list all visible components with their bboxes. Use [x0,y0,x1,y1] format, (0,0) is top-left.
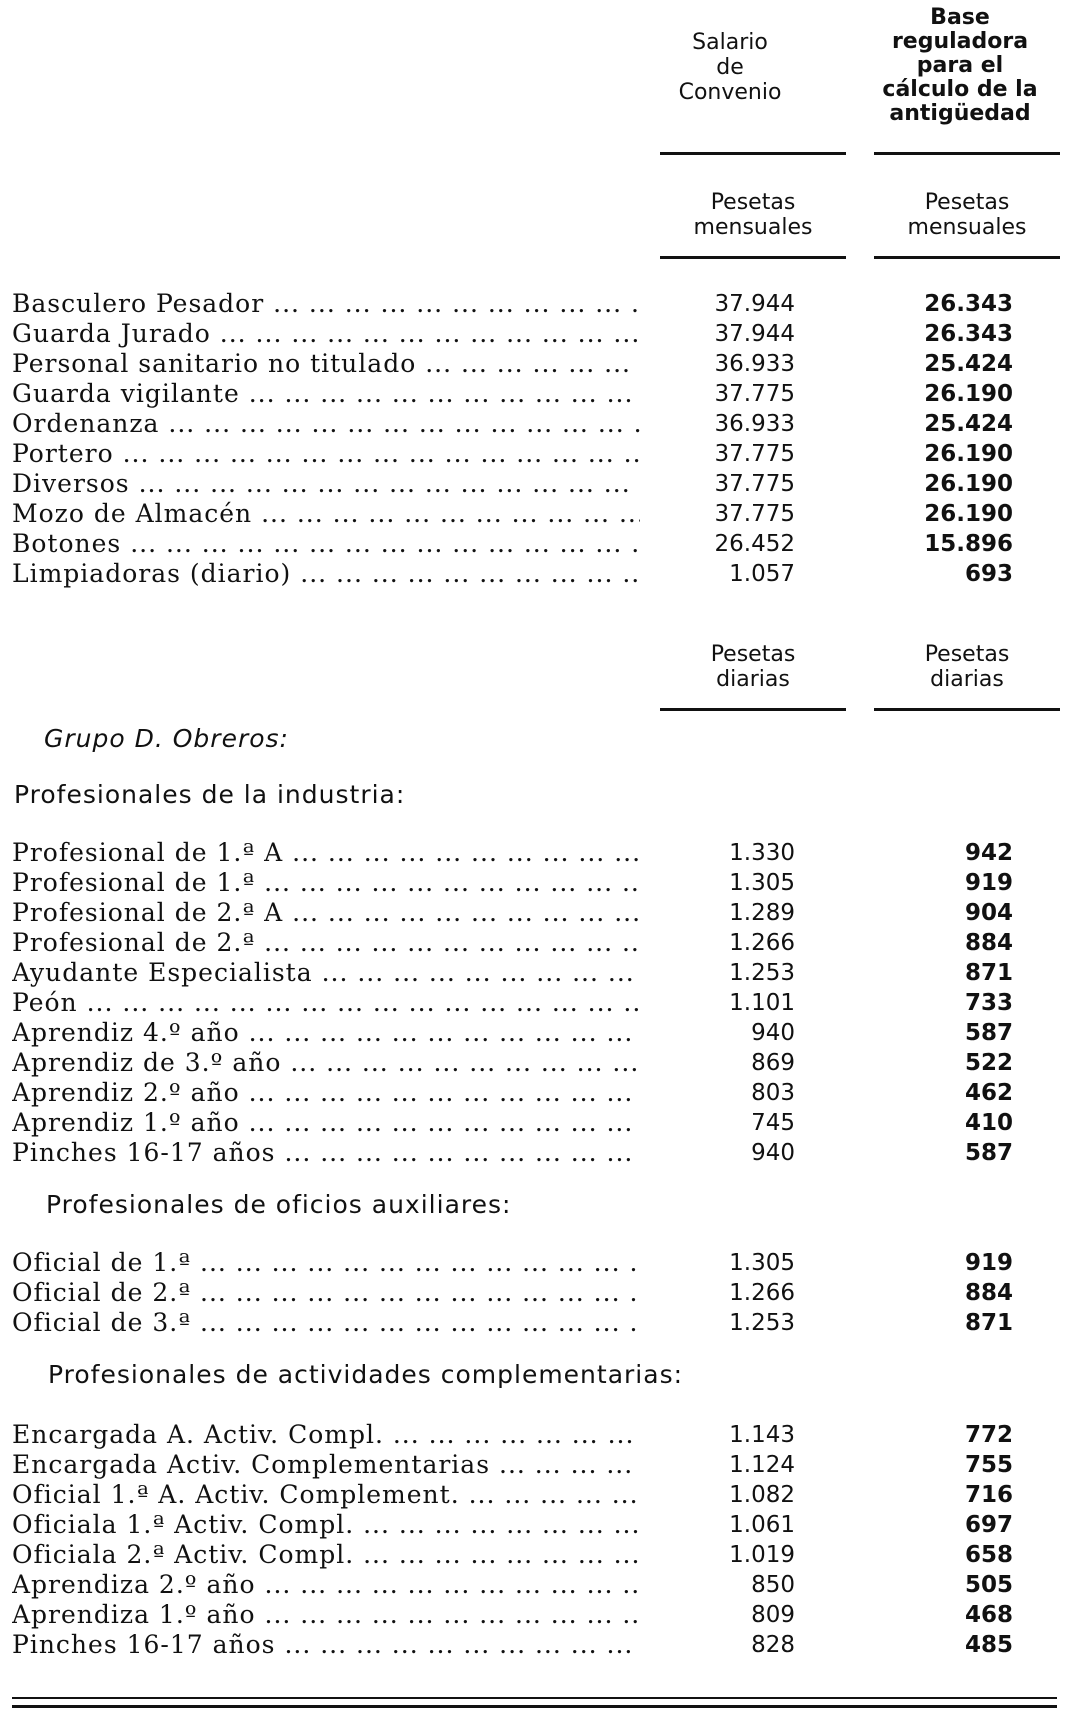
section-heading-complementarias: Profesionales de actividades complementarias: [48,1360,684,1389]
base-value: 884 [964,930,1013,956]
row-label: Aprendiza 2.º año ... . [12,1570,640,1600]
group-title: Grupo D. Obreros: [44,724,289,753]
table-row [0,928,1067,958]
salario-value: 36.933 [714,411,795,437]
table-row [0,958,1067,988]
salario-value: 1.305 [729,870,795,896]
col-salario-title-line: de [716,55,744,80]
row-label: Limpiadoras (diario) ... . [12,559,640,589]
base-value: 26.343 [924,321,1013,347]
units-line: Pesetas [710,642,796,667]
base-value: 485 [964,1632,1013,1658]
col-base-title-line: antigüedad [889,101,1031,126]
table-row [0,1048,1067,1078]
base-value: 468 [964,1602,1013,1628]
base-value: 733 [964,990,1013,1016]
units-daily-col1 [660,642,846,692]
base-value: 587 [964,1140,1013,1166]
table-row [0,439,1067,469]
base-value: 26.190 [924,381,1013,407]
row-label: Oficial de 2.ª ... . [12,1278,640,1308]
base-value: 772 [964,1422,1013,1448]
row-label: Profesional de 2.ª A ... . [12,898,640,928]
row-label: Oficiala 2.ª Activ. Compl. ... . [12,1540,640,1570]
base-value: 462 [964,1080,1013,1106]
row-label: Pinches 16-17 años ... . [12,1630,640,1660]
row-label: Botones ... . [12,529,640,559]
row-label: Aprendiza 1.º año ... . [12,1600,640,1630]
col-base-title-line: reguladora [891,29,1029,54]
table-row [0,1570,1067,1600]
row-label: Aprendiz 2.º año ... . [12,1078,640,1108]
row-label: Portero ... . [12,439,640,469]
bottom-rule-bottom [12,1705,1057,1708]
table-row [0,1450,1067,1480]
col-base-title-line: para el [916,53,1004,78]
salario-value: 1.082 [729,1482,795,1508]
salario-value: 745 [751,1110,795,1136]
row-label: Oficiala 1.ª Activ. Compl. ... . [12,1510,640,1540]
salario-value: 1.289 [729,900,795,926]
row-label: Oficial de 3.ª ... . [12,1308,640,1338]
table-row [0,349,1067,379]
salario-value: 809 [751,1602,795,1628]
row-label: Aprendiz de 3.º año ... . [12,1048,640,1078]
units-line: Pesetas [924,190,1010,215]
table-row [0,1278,1067,1308]
table-row [0,1248,1067,1278]
salario-value: 869 [751,1050,795,1076]
col-salario-title-line: Convenio [678,80,782,105]
base-value: 26.190 [924,501,1013,527]
table-row [0,559,1067,589]
base-value: 25.424 [924,351,1013,377]
table-row [0,1138,1067,1168]
salario-value: 1.057 [729,561,795,587]
row-label: Aprendiz 1.º año ... . [12,1108,640,1138]
base-value: 884 [964,1280,1013,1306]
base-value: 871 [964,960,1013,986]
table-row [0,1480,1067,1510]
row-label: Basculero Pesador ... . [12,289,640,319]
units-daily-rule-col2 [874,708,1060,711]
table-row [0,289,1067,319]
salario-value: 1.266 [729,930,795,956]
base-value: 26.190 [924,441,1013,467]
salario-value: 828 [751,1632,795,1658]
table-row [0,1078,1067,1108]
salario-value: 1.305 [729,1250,795,1276]
row-label: Guarda vigilante ... . [12,379,640,409]
base-value: 26.343 [924,291,1013,317]
salario-value: 1.253 [729,960,795,986]
base-value: 904 [964,900,1013,926]
salario-value: 940 [751,1140,795,1166]
table-row [0,838,1067,868]
base-value: 871 [964,1310,1013,1336]
table-row [0,499,1067,529]
row-label: Ordenanza ... . [12,409,640,439]
units-daily-col2 [874,642,1060,692]
row-label: Profesional de 2.ª ... . [12,928,640,958]
units-line: mensuales [907,215,1027,240]
col-salario-title-line: Salario [692,30,768,55]
row-label: Profesional de 1.ª ... . [12,868,640,898]
row-label: Aprendiz 4.º año ... . [12,1018,640,1048]
units-rule-col1 [660,256,846,259]
base-value: 755 [964,1452,1013,1478]
table-row [0,1510,1067,1540]
table-row [0,379,1067,409]
salario-value: 1.253 [729,1310,795,1336]
units-monthly-col2 [874,190,1060,240]
row-label: Ayudante Especialista ... . [12,958,640,988]
header-rule-col2 [874,152,1060,155]
base-value: 658 [964,1542,1013,1568]
base-value: 919 [964,1250,1013,1276]
units-monthly-col1 [660,190,846,240]
salario-value: 26.452 [714,531,795,557]
table-row [0,1600,1067,1630]
row-label: Encargada A. Activ. Compl. ... . [12,1420,640,1450]
section-heading-auxiliares: Profesionales de oficios auxiliares: [46,1190,512,1219]
base-value: 522 [964,1050,1013,1076]
base-value: 410 [964,1110,1013,1136]
row-label: Guarda Jurado ... . [12,319,640,349]
col-base-title-line: cálculo de la [882,77,1038,102]
salario-value: 850 [751,1572,795,1598]
salario-value: 1.124 [729,1452,795,1478]
row-label: Oficial 1.ª A. Activ. Complement. ... . [12,1480,640,1510]
table-row [0,1308,1067,1338]
table-row [0,469,1067,499]
table-row [0,898,1067,928]
salario-value: 1.061 [729,1512,795,1538]
row-label: Pinches 16-17 años ... . [12,1138,640,1168]
units-daily-rule-col1 [660,708,846,711]
row-label: Oficial de 1.ª ... . [12,1248,640,1278]
base-value: 716 [964,1482,1013,1508]
salario-value: 36.933 [714,351,795,377]
col-salario-header [640,30,820,105]
salario-value: 37.944 [714,291,795,317]
row-label: Personal sanitario no titulado ... . [12,349,640,379]
row-label: Diversos ... . [12,469,640,499]
salario-value: 1.019 [729,1542,795,1568]
section-heading-industria: Profesionales de la industria: [14,780,406,809]
units-line: Pesetas [710,190,796,215]
table-row [0,1540,1067,1570]
row-label: Encargada Activ. Complementarias ... . [12,1450,640,1480]
table-row [0,988,1067,1018]
units-line: mensuales [693,215,813,240]
units-line: Pesetas [924,642,1010,667]
salario-value: 1.330 [729,840,795,866]
salario-value: 37.944 [714,321,795,347]
salario-value: 37.775 [714,501,795,527]
units-rule-col2 [874,256,1060,259]
salario-value: 37.775 [714,471,795,497]
table-row [0,409,1067,439]
header-rule-col1 [660,152,846,155]
base-value: 26.190 [924,471,1013,497]
base-value: 697 [964,1512,1013,1538]
row-label: Peón ... . [12,988,640,1018]
table-row [0,319,1067,349]
table-row [0,1420,1067,1450]
base-value: 587 [964,1020,1013,1046]
base-value: 15.896 [924,531,1013,557]
table-row [0,1630,1067,1660]
salario-value: 1.101 [729,990,795,1016]
row-label: Mozo de Almacén ... . [12,499,640,529]
base-value: 919 [964,870,1013,896]
base-value: 25.424 [924,411,1013,437]
table-row [0,1108,1067,1138]
salario-value: 37.775 [714,441,795,467]
bottom-rule-top [12,1697,1057,1699]
salario-value: 37.775 [714,381,795,407]
salario-value: 1.143 [729,1422,795,1448]
col-base-title-line: Base [930,5,990,30]
base-value: 942 [964,840,1013,866]
salario-value: 1.266 [729,1280,795,1306]
salario-value: 940 [751,1020,795,1046]
salario-value: 803 [751,1080,795,1106]
units-line: diarias [930,667,1004,692]
units-line: diarias [716,667,790,692]
table-row [0,1018,1067,1048]
row-label: Profesional de 1.ª A ... . [12,838,640,868]
base-value: 505 [964,1572,1013,1598]
base-value: 693 [964,561,1013,587]
table-row [0,868,1067,898]
table-row [0,529,1067,559]
col-base-header [860,6,1060,126]
